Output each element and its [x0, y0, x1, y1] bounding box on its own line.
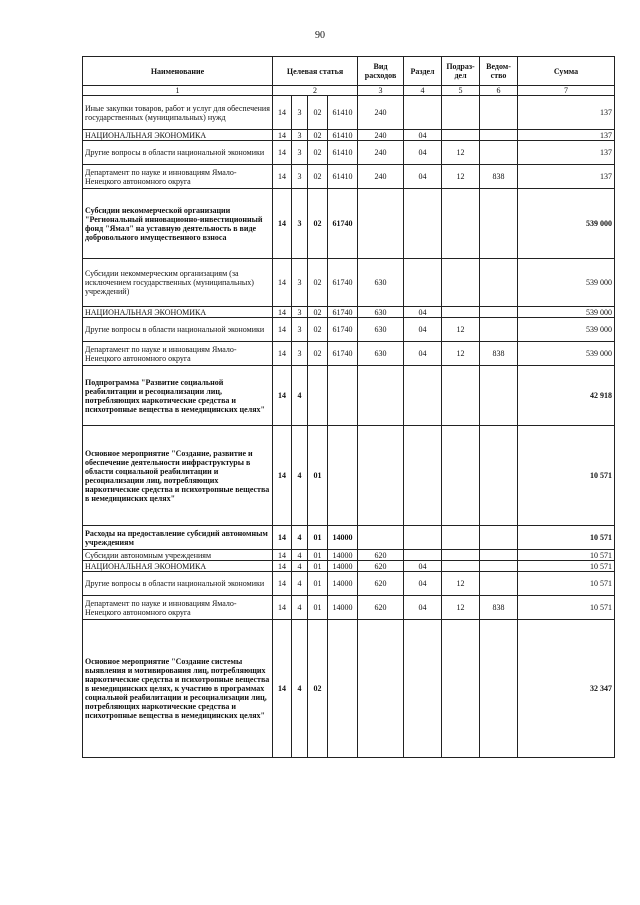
code-direction: 61410 — [328, 96, 358, 130]
table-row — [83, 572, 615, 596]
code-subprogram: 4 — [292, 596, 308, 620]
header-sum: Сумма — [518, 57, 615, 86]
code-event: 01 — [308, 550, 328, 561]
header-target: Целевая статья — [273, 57, 358, 86]
code-direction — [328, 426, 358, 526]
code-program: 14 — [273, 572, 292, 596]
section: 04 — [404, 596, 442, 620]
subsection — [442, 189, 480, 259]
column-index-row — [83, 86, 615, 96]
row-sum: 32 347 — [518, 620, 615, 758]
column-index: 2 — [273, 86, 358, 96]
section — [404, 620, 442, 758]
row-sum: 137 — [518, 96, 615, 130]
code-event: 01 — [308, 572, 328, 596]
department — [480, 259, 518, 307]
expense-type: 240 — [358, 141, 404, 165]
code-program: 14 — [273, 130, 292, 141]
department — [480, 130, 518, 141]
code-subprogram: 4 — [292, 366, 308, 426]
code-subprogram: 3 — [292, 141, 308, 165]
code-subprogram: 4 — [292, 526, 308, 550]
code-program: 14 — [273, 620, 292, 758]
subsection: 12 — [442, 342, 480, 366]
section — [404, 426, 442, 526]
row-sum: 539 000 — [518, 307, 615, 318]
code-subprogram: 3 — [292, 318, 308, 342]
code-program: 14 — [273, 550, 292, 561]
row-sum: 10 571 — [518, 550, 615, 561]
section: 04 — [404, 307, 442, 318]
table-header-row — [83, 57, 615, 86]
code-event: 01 — [308, 561, 328, 572]
expense-type — [358, 189, 404, 259]
row-sum: 42 918 — [518, 366, 615, 426]
page-number: 90 — [315, 30, 325, 41]
table-row — [83, 550, 615, 561]
expense-type: 620 — [358, 572, 404, 596]
row-name: Основное мероприятие "Создание системы выявления и мотивирования лиц, потребляющих наркотические средства и психотропные вещества в немедицинских целях, к участию в программах социальной реабилитации и ресоциализации лиц, потребляющих наркотические средства и психотропные вещества в немедицинских целях" — [83, 620, 273, 758]
code-direction: 61740 — [328, 342, 358, 366]
department — [480, 426, 518, 526]
row-sum: 137 — [518, 141, 615, 165]
subsection — [442, 96, 480, 130]
code-subprogram: 3 — [292, 307, 308, 318]
column-index: 4 — [404, 86, 442, 96]
code-program: 14 — [273, 141, 292, 165]
row-name: Департамент по науке и инновациям Ямало-Ненецкого автономного округа — [83, 342, 273, 366]
row-sum: 10 571 — [518, 596, 615, 620]
department: 838 — [480, 596, 518, 620]
row-name: Основное мероприятие "Создание, развитие и обеспечение деятельности инфраструктуры в области социальной реабилитации и ресоциализации лиц, потребляющих наркотические средства и психотропные вещества в немедицинских целях" — [83, 426, 273, 526]
code-direction: 61410 — [328, 130, 358, 141]
row-sum: 539 000 — [518, 259, 615, 307]
code-subprogram: 3 — [292, 130, 308, 141]
department — [480, 96, 518, 130]
code-event: 01 — [308, 426, 328, 526]
header-name: Наименование — [83, 57, 273, 86]
row-name: Другие вопросы в области национальной экономики — [83, 572, 273, 596]
code-program: 14 — [273, 342, 292, 366]
code-subprogram: 3 — [292, 96, 308, 130]
code-subprogram: 4 — [292, 620, 308, 758]
subsection — [442, 620, 480, 758]
department: 838 — [480, 165, 518, 189]
table-row — [83, 342, 615, 366]
code-program: 14 — [273, 426, 292, 526]
expense-type: 240 — [358, 130, 404, 141]
subsection: 12 — [442, 572, 480, 596]
code-program: 14 — [273, 318, 292, 342]
code-subprogram: 3 — [292, 189, 308, 259]
table-row — [83, 561, 615, 572]
code-direction: 61740 — [328, 189, 358, 259]
code-event: 01 — [308, 596, 328, 620]
expense-type: 630 — [358, 307, 404, 318]
row-name: Субсидии некоммерческой организации "Региональный инновационно-инвестиционный фонд "Ямал" на уставную деятельность в виде добровольного имущественного взноса — [83, 189, 273, 259]
section — [404, 366, 442, 426]
row-sum: 10 571 — [518, 572, 615, 596]
column-index: 6 — [480, 86, 518, 96]
code-direction: 61740 — [328, 259, 358, 307]
code-event: 02 — [308, 141, 328, 165]
budget-table — [82, 56, 615, 758]
subsection — [442, 259, 480, 307]
code-event: 01 — [308, 526, 328, 550]
row-sum: 10 571 — [518, 426, 615, 526]
code-program: 14 — [273, 307, 292, 318]
row-sum: 539 000 — [518, 189, 615, 259]
row-sum: 137 — [518, 130, 615, 141]
row-name: Подпрограмма "Развитие социальной реабилитации и ресоциализации лиц, потребляющих наркотические средства и психотропные вещества в немедицинских целях" — [83, 366, 273, 426]
department — [480, 366, 518, 426]
row-name: Субсидии некоммерческим организациям (за исключением государственных (муниципальных) учреждений) — [83, 259, 273, 307]
code-direction — [328, 620, 358, 758]
code-subprogram: 3 — [292, 165, 308, 189]
row-name: НАЦИОНАЛЬНАЯ ЭКОНОМИКА — [83, 307, 273, 318]
table-row — [83, 620, 615, 758]
code-event — [308, 366, 328, 426]
table-row — [83, 189, 615, 259]
department — [480, 526, 518, 550]
code-event: 02 — [308, 307, 328, 318]
code-subprogram: 4 — [292, 550, 308, 561]
row-name: НАЦИОНАЛЬНАЯ ЭКОНОМИКА — [83, 130, 273, 141]
expense-type: 630 — [358, 342, 404, 366]
code-event: 02 — [308, 165, 328, 189]
table-row — [83, 526, 615, 550]
subsection — [442, 550, 480, 561]
code-direction — [328, 366, 358, 426]
header-department: Ведом-ство — [480, 57, 518, 86]
code-direction: 14000 — [328, 596, 358, 620]
expense-type — [358, 426, 404, 526]
department: 838 — [480, 342, 518, 366]
subsection — [442, 130, 480, 141]
header-expense-type: Вид расходов — [358, 57, 404, 86]
expense-type: 240 — [358, 96, 404, 130]
section — [404, 96, 442, 130]
code-direction: 14000 — [328, 526, 358, 550]
code-program: 14 — [273, 596, 292, 620]
section: 04 — [404, 342, 442, 366]
department — [480, 189, 518, 259]
code-program: 14 — [273, 189, 292, 259]
expense-type: 620 — [358, 561, 404, 572]
table-row — [83, 259, 615, 307]
expense-type: 620 — [358, 550, 404, 561]
code-subprogram: 3 — [292, 259, 308, 307]
code-program: 14 — [273, 259, 292, 307]
table-row — [83, 318, 615, 342]
code-event: 02 — [308, 318, 328, 342]
code-subprogram: 4 — [292, 561, 308, 572]
expense-type — [358, 620, 404, 758]
expense-type: 630 — [358, 318, 404, 342]
section — [404, 259, 442, 307]
table-row — [83, 96, 615, 130]
subsection: 12 — [442, 141, 480, 165]
expense-type: 240 — [358, 165, 404, 189]
row-name: Другие вопросы в области национальной экономики — [83, 141, 273, 165]
section: 04 — [404, 318, 442, 342]
row-sum: 539 000 — [518, 318, 615, 342]
code-program: 14 — [273, 526, 292, 550]
table-row — [83, 141, 615, 165]
row-name: Департамент по науке и инновациям Ямало-Ненецкого автономного округа — [83, 165, 273, 189]
row-sum: 10 571 — [518, 526, 615, 550]
subsection: 12 — [442, 596, 480, 620]
section — [404, 189, 442, 259]
code-event: 02 — [308, 189, 328, 259]
table-row — [83, 307, 615, 318]
subsection — [442, 426, 480, 526]
expense-type — [358, 366, 404, 426]
code-direction: 61740 — [328, 307, 358, 318]
table-row — [83, 165, 615, 189]
subsection — [442, 307, 480, 318]
code-event: 02 — [308, 342, 328, 366]
code-program: 14 — [273, 366, 292, 426]
column-index: 7 — [518, 86, 615, 96]
row-name: НАЦИОНАЛЬНАЯ ЭКОНОМИКА — [83, 561, 273, 572]
expense-type: 630 — [358, 259, 404, 307]
row-name: Иные закупки товаров, работ и услуг для обеспечения государственных (муниципальных) нужд — [83, 96, 273, 130]
table-row — [83, 596, 615, 620]
department — [480, 572, 518, 596]
code-direction: 14000 — [328, 572, 358, 596]
department — [480, 620, 518, 758]
subsection — [442, 526, 480, 550]
code-event: 02 — [308, 620, 328, 758]
code-program: 14 — [273, 561, 292, 572]
table-body — [83, 96, 615, 758]
expense-type — [358, 526, 404, 550]
department — [480, 318, 518, 342]
header-section: Раздел — [404, 57, 442, 86]
row-sum: 10 571 — [518, 561, 615, 572]
section — [404, 550, 442, 561]
department — [480, 550, 518, 561]
code-program: 14 — [273, 165, 292, 189]
code-subprogram: 4 — [292, 426, 308, 526]
row-name: Другие вопросы в области национальной экономики — [83, 318, 273, 342]
row-name: Департамент по науке и инновациям Ямало-Ненецкого автономного округа — [83, 596, 273, 620]
code-direction: 14000 — [328, 561, 358, 572]
row-name: Субсидии автономным учреждениям — [83, 550, 273, 561]
subsection — [442, 366, 480, 426]
department — [480, 141, 518, 165]
section — [404, 526, 442, 550]
column-index: 3 — [358, 86, 404, 96]
header-subsection: Подраз-дел — [442, 57, 480, 86]
expense-type: 620 — [358, 596, 404, 620]
department — [480, 307, 518, 318]
code-subprogram: 4 — [292, 572, 308, 596]
code-event: 02 — [308, 96, 328, 130]
section: 04 — [404, 561, 442, 572]
code-direction: 61740 — [328, 318, 358, 342]
department — [480, 561, 518, 572]
subsection — [442, 561, 480, 572]
subsection: 12 — [442, 318, 480, 342]
code-event: 02 — [308, 259, 328, 307]
code-direction: 14000 — [328, 550, 358, 561]
section: 04 — [404, 130, 442, 141]
section: 04 — [404, 572, 442, 596]
code-subprogram: 3 — [292, 342, 308, 366]
code-direction: 61410 — [328, 141, 358, 165]
section: 04 — [404, 141, 442, 165]
table-row — [83, 130, 615, 141]
row-sum: 539 000 — [518, 342, 615, 366]
code-event: 02 — [308, 130, 328, 141]
code-program: 14 — [273, 96, 292, 130]
row-name: Расходы на предоставление субсидий автономным учреждениям — [83, 526, 273, 550]
column-index: 1 — [83, 86, 273, 96]
code-direction: 61410 — [328, 165, 358, 189]
table-row — [83, 366, 615, 426]
row-sum: 137 — [518, 165, 615, 189]
subsection: 12 — [442, 165, 480, 189]
section: 04 — [404, 165, 442, 189]
column-index: 5 — [442, 86, 480, 96]
table-row — [83, 426, 615, 526]
